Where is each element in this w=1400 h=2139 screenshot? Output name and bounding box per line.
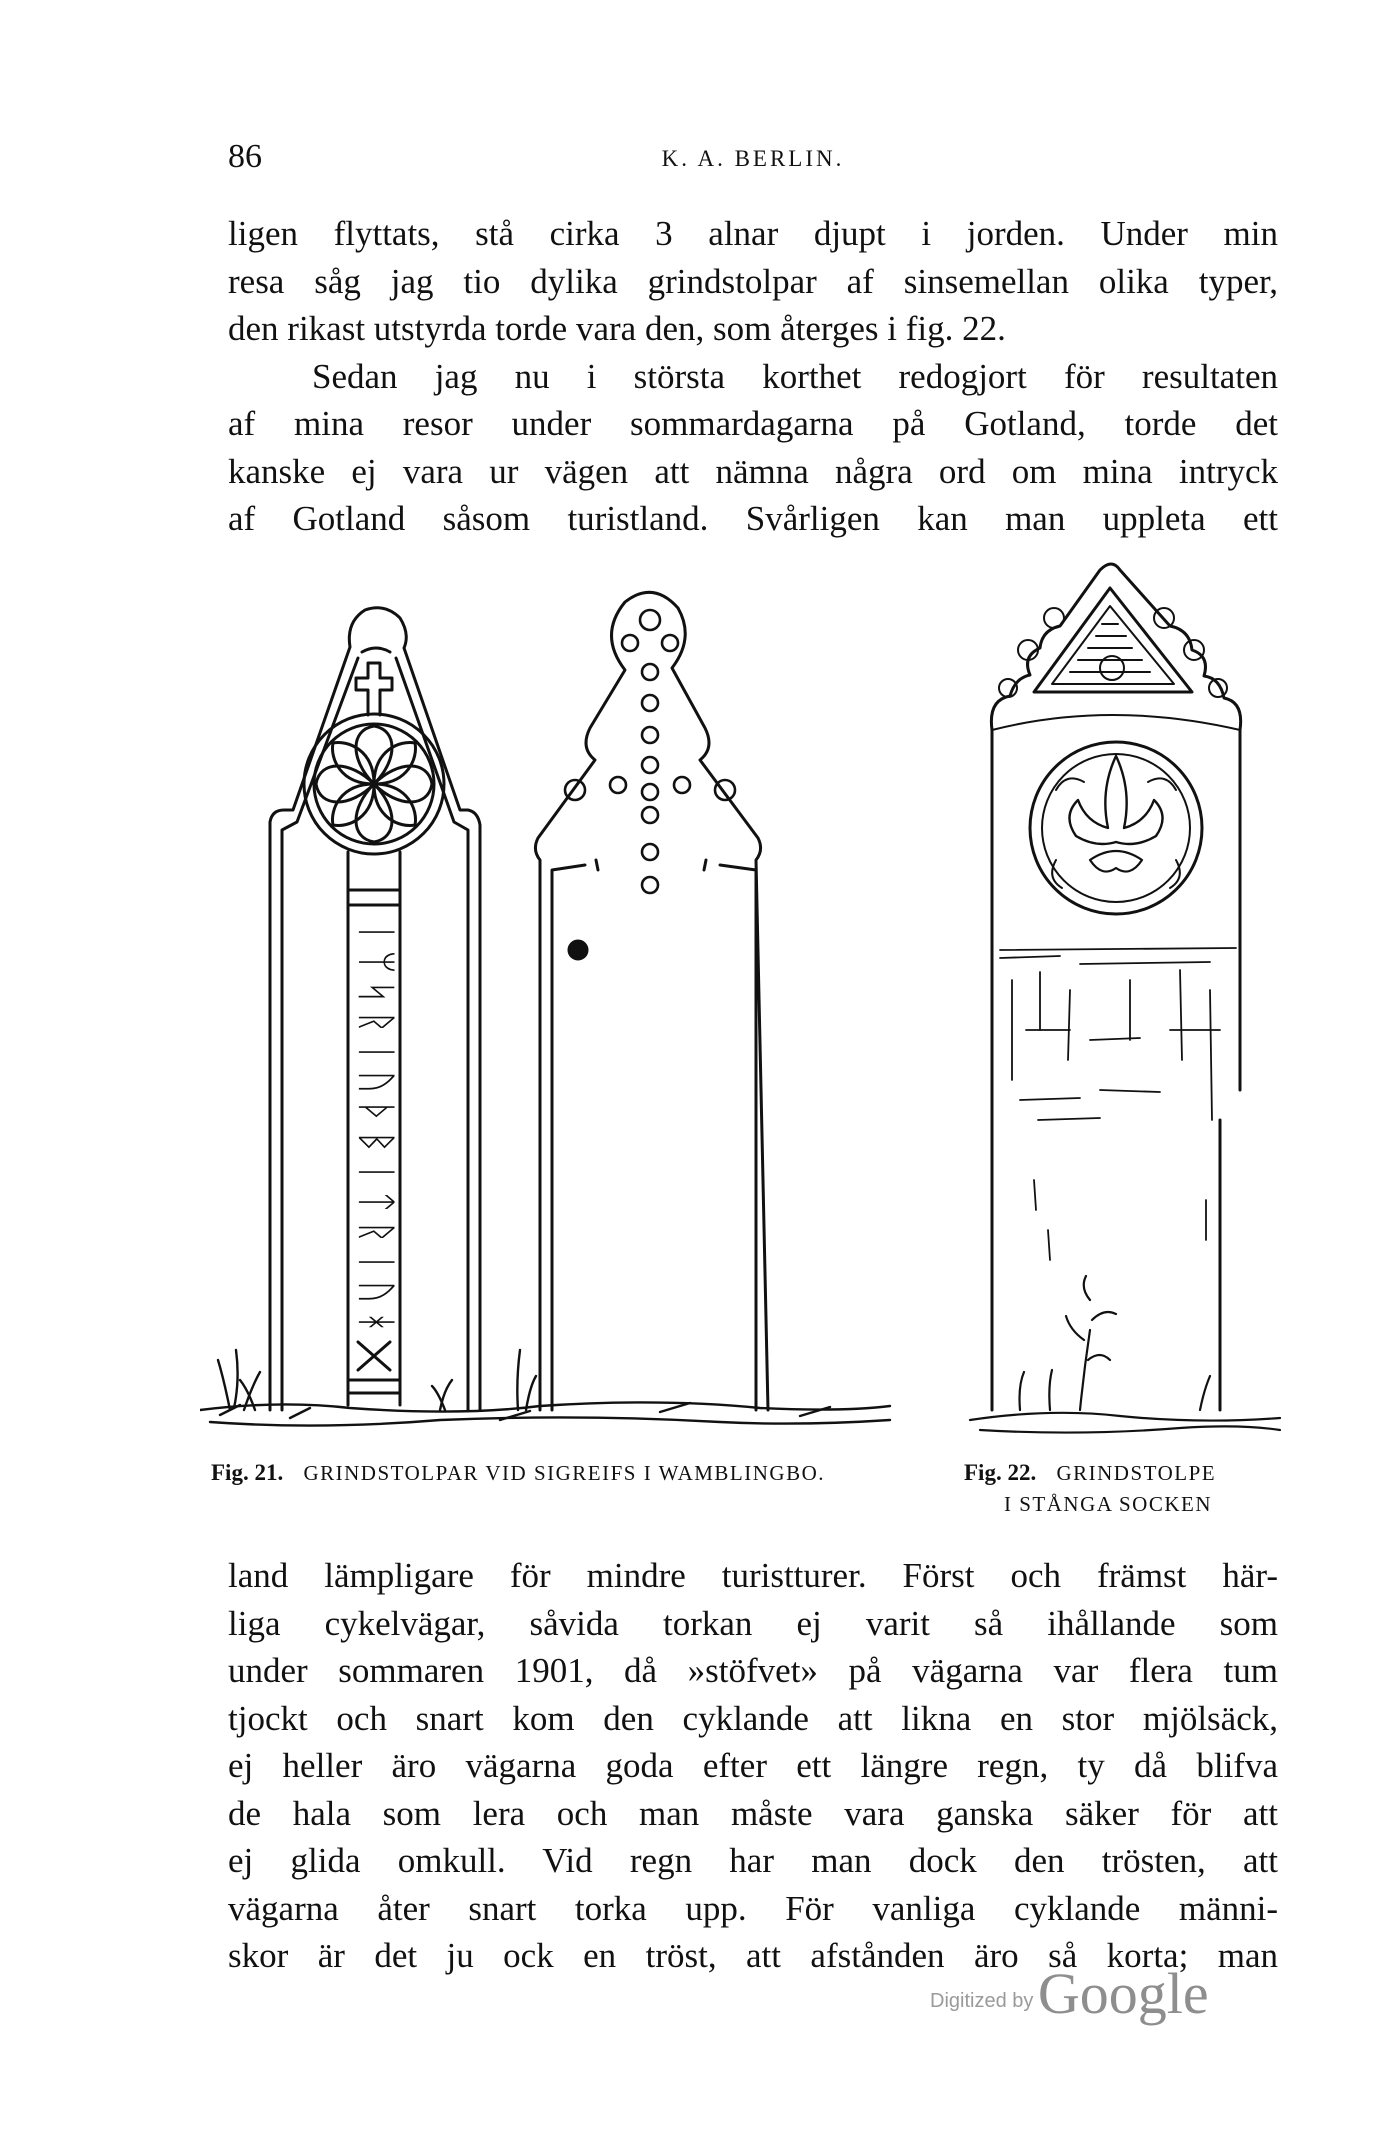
text-line: ligen flyttats, stå cirka 3 alnar djupt i jorden. Under min [228, 214, 1278, 253]
fig22-caption [964, 1460, 1216, 1486]
text-line: under sommaren 1901, då »stöfvet» på vägarna var flera tum [228, 1651, 1278, 1690]
text-line: land lämpligare för mindre turistturer. Först och främst här- [228, 1556, 1278, 1595]
fig22-post [970, 564, 1280, 1433]
text-line: den rikast utstyrda torde vara den, som återges i fig. 22. [228, 309, 1006, 348]
fig21-caption-text: GRINDSTOLPAR VID SIGREIFS I WAMBLINGBO. [303, 1461, 825, 1485]
text-line: liga cykelvägar, såvida torkan ej varit så ihållande som [228, 1603, 1278, 1643]
fig21-label: Fig. 21. [211, 1460, 284, 1485]
fig21-right-post [535, 592, 768, 1410]
figure-illustrations [200, 560, 1320, 1440]
digitized-by-text: Digitized by [930, 1990, 1034, 2012]
fig22-caption-line2: I STÅNGA SOCKEN [1004, 1492, 1213, 1516]
paragraph-bottom [228, 1552, 1278, 1980]
page-header [228, 138, 1278, 178]
fig22-label: Fig. 22. [964, 1460, 1037, 1485]
running-title: K. A. BERLIN. [661, 146, 845, 171]
text-line: vägarna åter snart torka upp. För vanliga cyklande männi- [228, 1888, 1278, 1928]
google-wordmark: Google [1037, 1961, 1209, 2026]
fig21-caption [211, 1460, 825, 1486]
text-line: tjockt och snart kom den cyklande att likna en stor mjölsäck, [228, 1698, 1278, 1738]
text-line: af mina resor under sommardagarna på Gotland, torde det [228, 404, 1278, 443]
text-line: skor är det ju ock en tröst, att afstånden äro så korta; man [228, 1936, 1278, 1975]
fig21-ground [200, 1350, 890, 1426]
paragraph-top [228, 210, 1278, 543]
text-line: af Gotland såsom turistland. Svårligen kan man uppleta ett [228, 499, 1278, 538]
rune-inscription: ᛁᛘᛋᚱᛁᚢᚦᛒᛁᛏᚱᛁᚢᚼ [353, 920, 399, 1340]
fig21-rune-band [353, 920, 399, 1370]
digitized-watermark [930, 1960, 1209, 2027]
text-line: de hala som lera och man måste vara ganska säker för att [228, 1793, 1278, 1833]
text-line: ej glida omkull. Vid regn har man dock den trösten, att [228, 1841, 1278, 1880]
page-number: 86 [228, 138, 262, 175]
text-line: kanske ej vara ur vägen att nämna några ord om mina intryck [228, 451, 1278, 491]
fig22-caption-line1: GRINDSTOLPE [1056, 1461, 1217, 1485]
text-line: resa såg jag tio dylika grindstolpar af sinsemellan olika typer, [228, 261, 1278, 301]
text-line: ej heller äro vägarna goda efter ett längre regn, ty då blifva [228, 1746, 1278, 1785]
text-line: Sedan jag nu i största korthet redogjort för resultaten [312, 356, 1278, 396]
